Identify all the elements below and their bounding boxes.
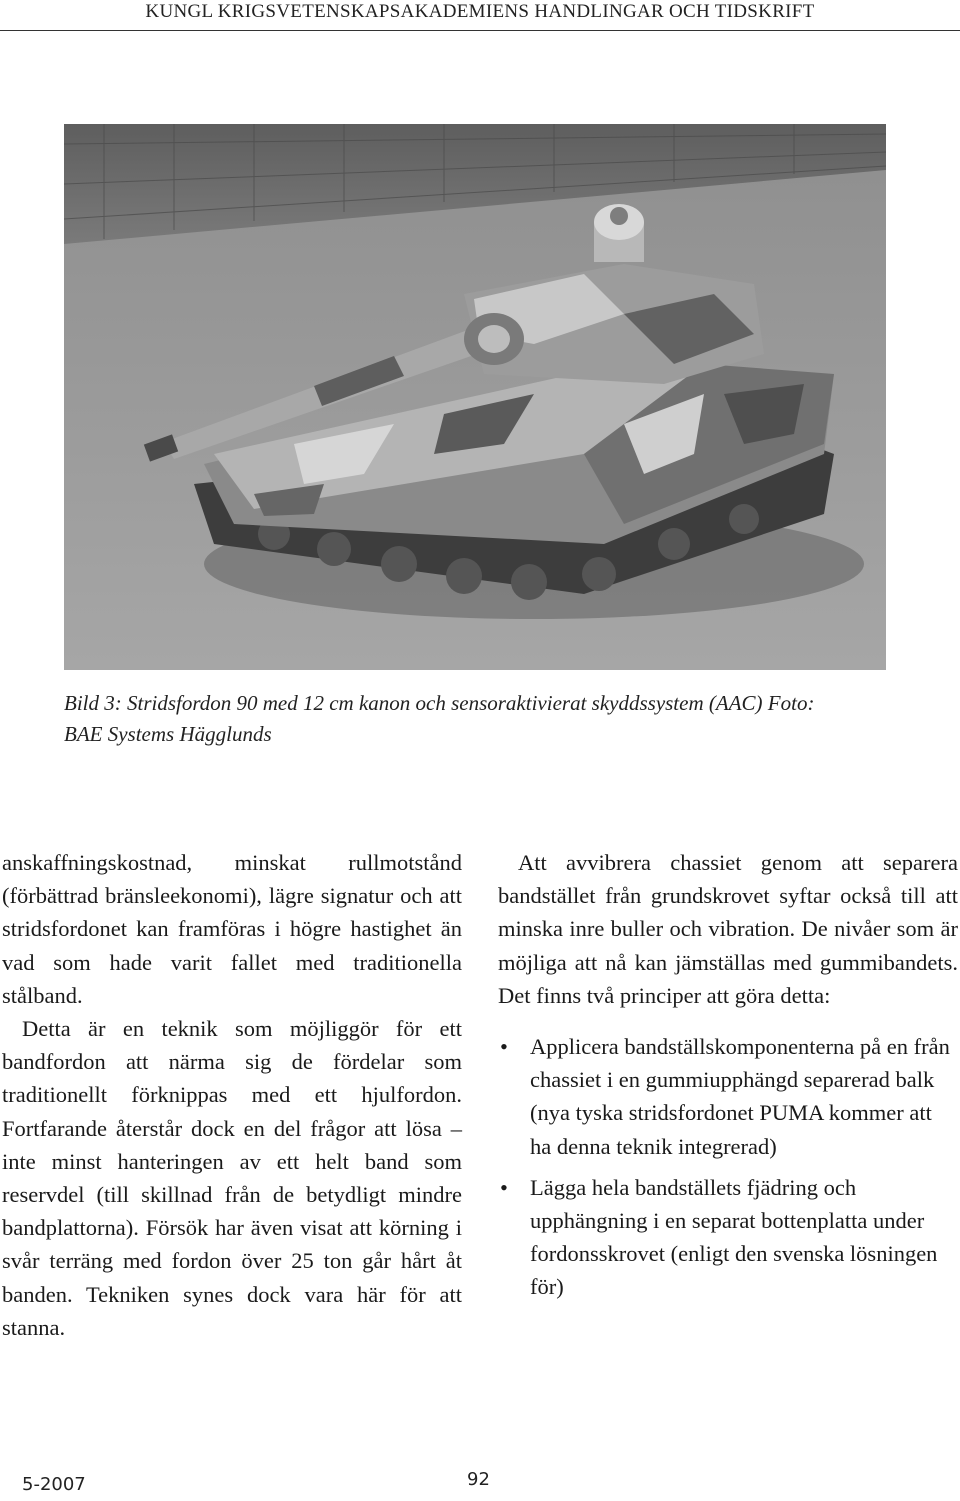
- bullet-icon: •: [500, 1174, 508, 1200]
- bullet-text: Applicera bandställskomponenterna på en från chassiet i en gummiupphängd separerad balk (nya tyska stridsfordonet PUMA kommer att ha denna teknik integrerad): [530, 1034, 950, 1159]
- tank-illustration: [64, 124, 886, 670]
- list-item: [498, 1030, 958, 1163]
- bullet-icon: •: [500, 1034, 508, 1060]
- left-paragraph-2: Detta är en teknik som möjliggör för ett bandfordon att närma sig de fördelar som traditionellt förknippas med ett hjulfordon. Fortfarande återstår dock en del frågor att lösa – inte minst hanteringen av ett helt band som reservdel (till skillnad från de betydligt mindre bandplattorna). Försök har även visat att körning i svår terräng med fordon över 25 ton går hårt åt banden. Tekniken synes dock vara här för att stanna.: [2, 1016, 462, 1340]
- list-item: [498, 1171, 958, 1304]
- left-paragraph-1: anskaffningskostnad, minskat rullmotstånd (förbättrad bränsleekonomi), lägre signatur och att stridsfordonet kan framföras i högre hastighet än vad som hade varit fallet med traditionella stålband.: [2, 850, 462, 1008]
- journal-title: KUNGL KRIGSVETENSKAPSAKADEMIENS HANDLINGAR OCH TIDSKRIFT: [145, 1, 815, 22]
- header-rule: [0, 30, 960, 31]
- tank-photo: [64, 124, 886, 670]
- bullet-text: Lägga hela bandställets fjädring och upphängning i en separat bottenplatta under fordonsskrovet (enligt den svenska lösningen för): [530, 1174, 938, 1300]
- bullet-list: [498, 1030, 958, 1304]
- left-column: [2, 846, 462, 1344]
- running-header: [0, 0, 960, 32]
- right-paragraph-1: Att avvibrera chassiet genom att separera bandstället från grundskrovet syftar också till att minska inre buller och vibration. De nivåer som är möjliga att nå kan jämställas med gummibandets. Det finns två principer att göra detta:: [498, 850, 958, 1008]
- right-column: [498, 846, 958, 1312]
- page-number: 92: [467, 1469, 490, 1490]
- figure-caption: Bild 3: Stridsfordon 90 med 12 cm kanon och sensoraktivierat skyddssystem (AAC) Foto: BAE Systems Hägglunds: [64, 691, 815, 746]
- issue-number: 5-2007: [22, 1474, 86, 1495]
